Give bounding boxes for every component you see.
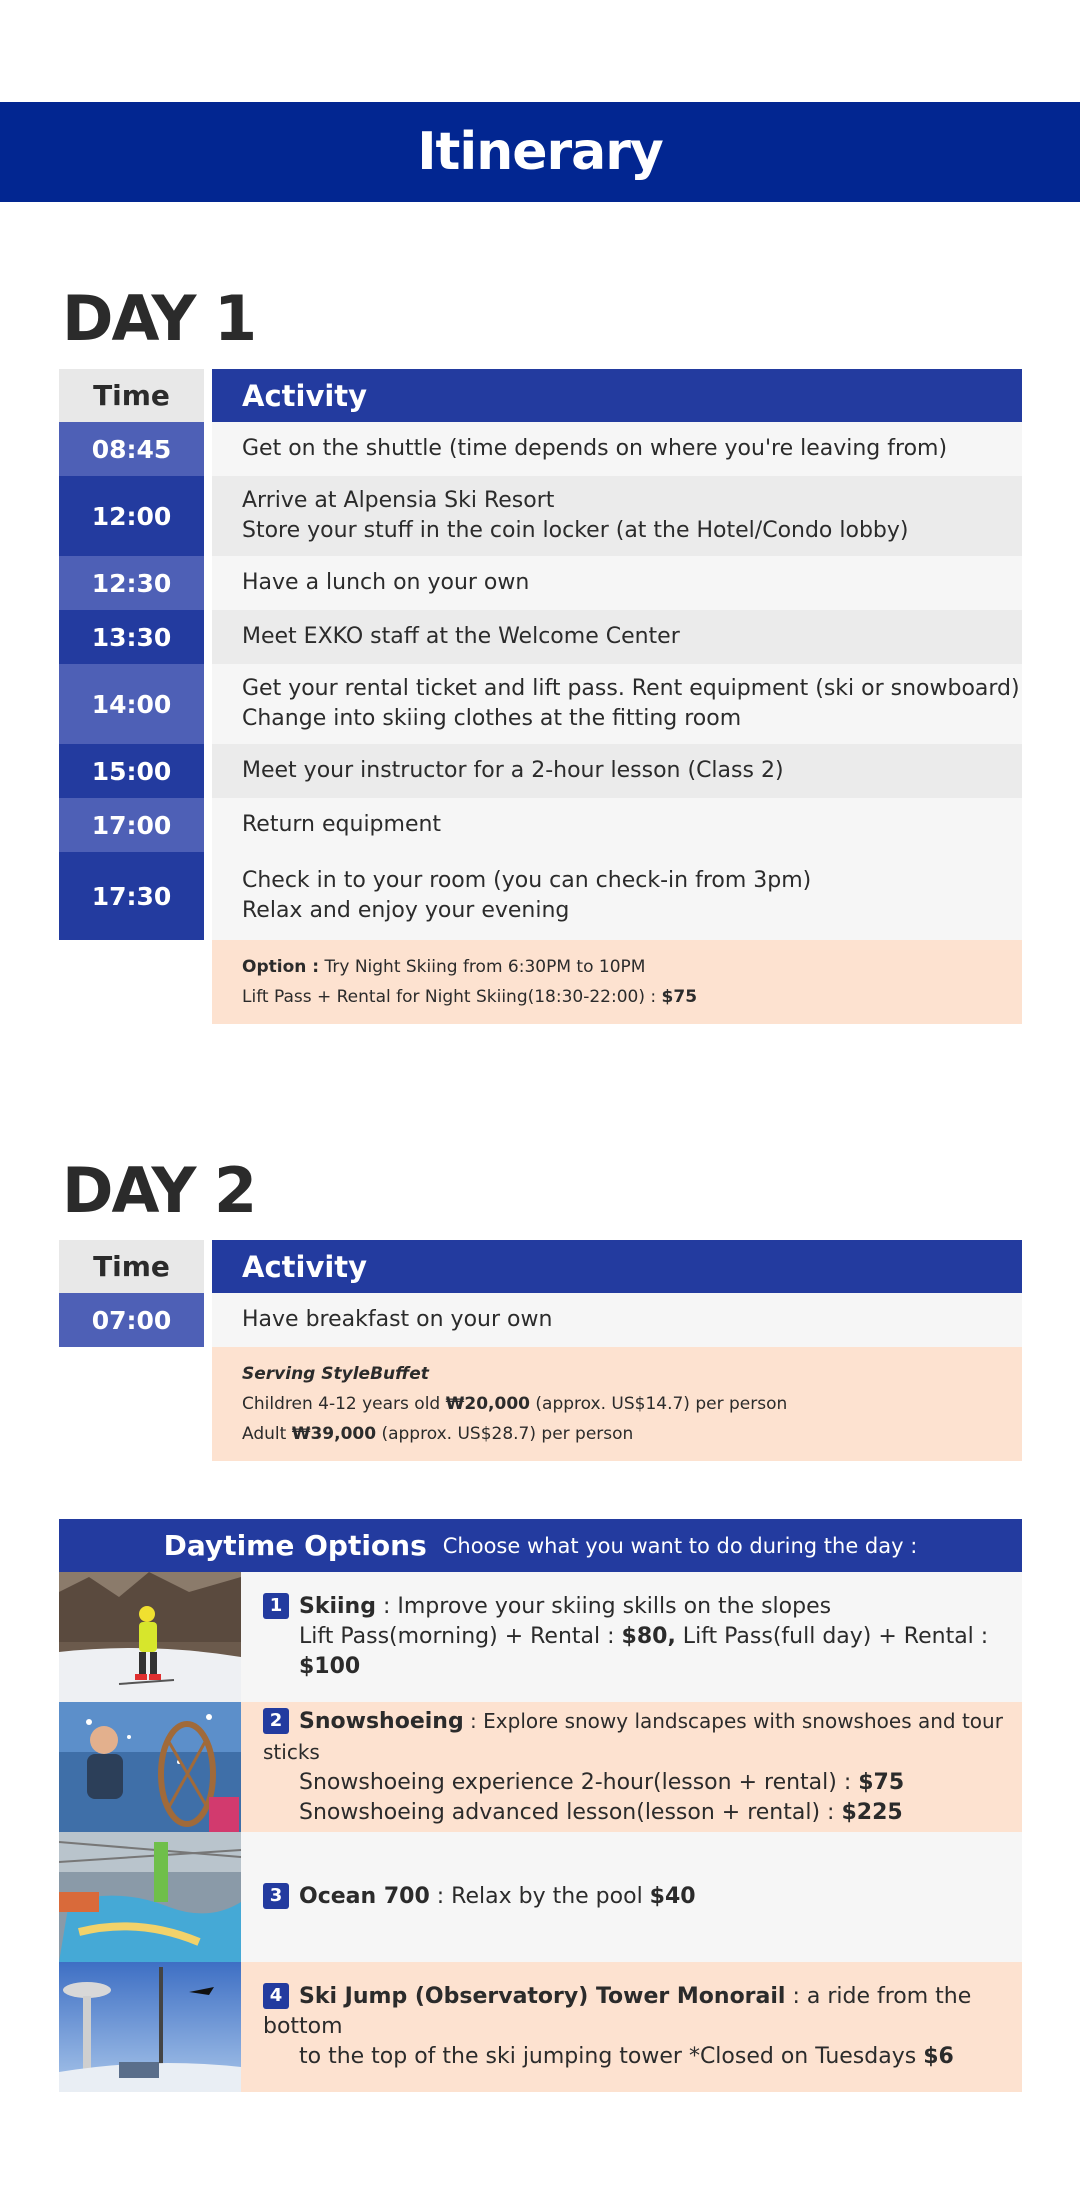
activity-line: Meet your instructor for a 2-hour lesson (Class 2) (242, 758, 784, 783)
time-header: Time (59, 1240, 204, 1293)
option-row (59, 940, 1022, 1024)
option-desc: : Improve your skiing skills on the slopes (375, 1594, 832, 1619)
option-desc: : Explore snowy landscapes with snowshoes and tour sticks (263, 1709, 1003, 1764)
activity-line: Meet EXKO staff at the Welcome Center (242, 624, 680, 649)
time-cell: 14:00 (59, 664, 204, 744)
price-value: $40 (649, 1884, 696, 1909)
activity-cell (212, 744, 1022, 798)
activity-cell (212, 664, 1022, 744)
option-number: 4 (263, 1983, 289, 2009)
buffet-children-label: Children 4-12 years old (242, 1394, 446, 1414)
option-name: Snowshoeing (299, 1709, 464, 1734)
price-label: Lift Pass(full day) + Rental : (675, 1624, 989, 1649)
option-number: 1 (263, 1593, 289, 1619)
buffet-title: Serving StyleBuffet (242, 1364, 429, 1384)
table-row (59, 664, 1022, 744)
activity-line: Have a lunch on your own (242, 570, 530, 595)
option-skiing (59, 1572, 1022, 1702)
snowshoeing-details (241, 1702, 1022, 1832)
activity-cell (212, 422, 1022, 476)
table-row (59, 422, 1022, 476)
daytime-options-title: Daytime Options (163, 1529, 427, 1562)
daytime-options-header (59, 1519, 1022, 1572)
title-banner (0, 102, 1080, 202)
buffet-children-note: (approx. US$14.7) per person (530, 1394, 788, 1414)
activity-line: Arrive at Alpensia Ski Resort (242, 488, 555, 513)
ocean-700-details (241, 1832, 1022, 1962)
price-label: Lift Pass(morning) + Rental : (299, 1624, 622, 1649)
activity-cell (212, 476, 1022, 556)
price-value: $75 (858, 1770, 905, 1795)
table-row (59, 798, 1022, 852)
activity-line: Get on the shuttle (time depends on where you're leaving from) (242, 436, 948, 461)
day2-heading: DAY 2 (62, 1154, 256, 1227)
activity-cell (212, 610, 1022, 664)
option-label: Option : (242, 957, 320, 977)
option-snowshoeing (59, 1702, 1022, 1832)
table-row (59, 610, 1022, 664)
time-cell: 17:30 (59, 852, 204, 940)
ski-jump-photo (59, 1962, 241, 2092)
activity-line: Get your rental ticket and lift pass. Rent equipment (ski or snowboard) (242, 676, 1020, 701)
activity-line: Change into skiing clothes at the fitting room (242, 706, 742, 731)
activity-line: Relax and enjoy your evening (242, 898, 570, 923)
activity-header: Activity (212, 1240, 1022, 1293)
time-cell: 12:00 (59, 476, 204, 556)
time-cell: 12:30 (59, 556, 204, 610)
buffet-children-price: ₩20,000 (445, 1394, 530, 1414)
table-row (59, 476, 1022, 556)
time-cell: 17:00 (59, 798, 204, 852)
time-cell: 08:45 (59, 422, 204, 476)
price-value: $225 (841, 1800, 903, 1825)
price-label: Snowshoeing experience 2-hour(lesson + rental) : (299, 1770, 859, 1795)
day1-heading: DAY 1 (62, 282, 256, 355)
buffet-info (212, 1347, 1022, 1461)
ocean-700-photo (59, 1832, 241, 1962)
activity-cell (212, 852, 1022, 940)
buffet-adult-price: ₩39,000 (291, 1424, 377, 1444)
option-ski-jump-monorail (59, 1962, 1022, 2092)
table-row (59, 1293, 1022, 1347)
skiing-details (241, 1572, 1022, 1702)
daytime-options-subtitle: Choose what you want to do during the day : (442, 1533, 918, 1558)
price-value: $100 (299, 1654, 361, 1679)
option-name: Skiing (299, 1594, 376, 1619)
option-desc: : Relax by the pool (429, 1884, 650, 1909)
option-number: 3 (263, 1883, 289, 1909)
price-value: $80, (621, 1624, 676, 1649)
day1-table (59, 369, 1022, 1024)
table-row (59, 556, 1022, 610)
buffet-row (59, 1347, 1022, 1461)
option-price: $75 (661, 987, 698, 1007)
option-number: 2 (263, 1708, 289, 1734)
buffet-adult-label: Adult (242, 1424, 292, 1444)
option-name: Ocean 700 (299, 1884, 430, 1909)
time-header: Time (59, 369, 204, 422)
buffet-adult-note: (approx. US$28.7) per person (376, 1424, 634, 1444)
table-header-row (59, 1240, 1022, 1293)
option-ocean-700 (59, 1832, 1022, 1962)
ski-jump-details (241, 1962, 1022, 2092)
day2-table (59, 1240, 1022, 1461)
option-price-text: Lift Pass + Rental for Night Skiing(18:30-22:00) : (242, 987, 662, 1007)
page-title: Itinerary (417, 122, 663, 182)
activity-cell (212, 556, 1022, 610)
activity-cell (212, 798, 1022, 852)
activity-header: Activity (212, 369, 1022, 422)
activity-line: Return equipment (242, 812, 442, 837)
option-note: to the top of the ski jumping tower *Closed on Tuesdays (299, 2044, 924, 2069)
activity-cell (212, 1293, 1022, 1347)
option-name: Ski Jump (Observatory) Tower Monorail (299, 1984, 786, 2009)
option-desc: : a ride from the bottom (263, 1984, 972, 2039)
activity-line: Check in to your room (you can check-in from 3pm) (242, 868, 812, 893)
night-skiing-option (212, 940, 1022, 1024)
option-text: Try Night Skiing from 6:30PM to 10PM (319, 957, 646, 977)
time-cell: 15:00 (59, 744, 204, 798)
table-row (59, 852, 1022, 940)
skiing-photo (59, 1572, 241, 1702)
time-cell: 13:30 (59, 610, 204, 664)
activity-line: Store your stuff in the coin locker (at the Hotel/Condo lobby) (242, 518, 909, 543)
table-header-row (59, 369, 1022, 422)
snowshoeing-photo (59, 1702, 241, 1832)
activity-line: Have breakfast on your own (242, 1307, 553, 1332)
time-cell: 07:00 (59, 1293, 204, 1347)
price-value: $6 (923, 2044, 954, 2069)
price-label: Snowshoeing advanced lesson(lesson + rental) : (299, 1800, 842, 1825)
table-row (59, 744, 1022, 798)
